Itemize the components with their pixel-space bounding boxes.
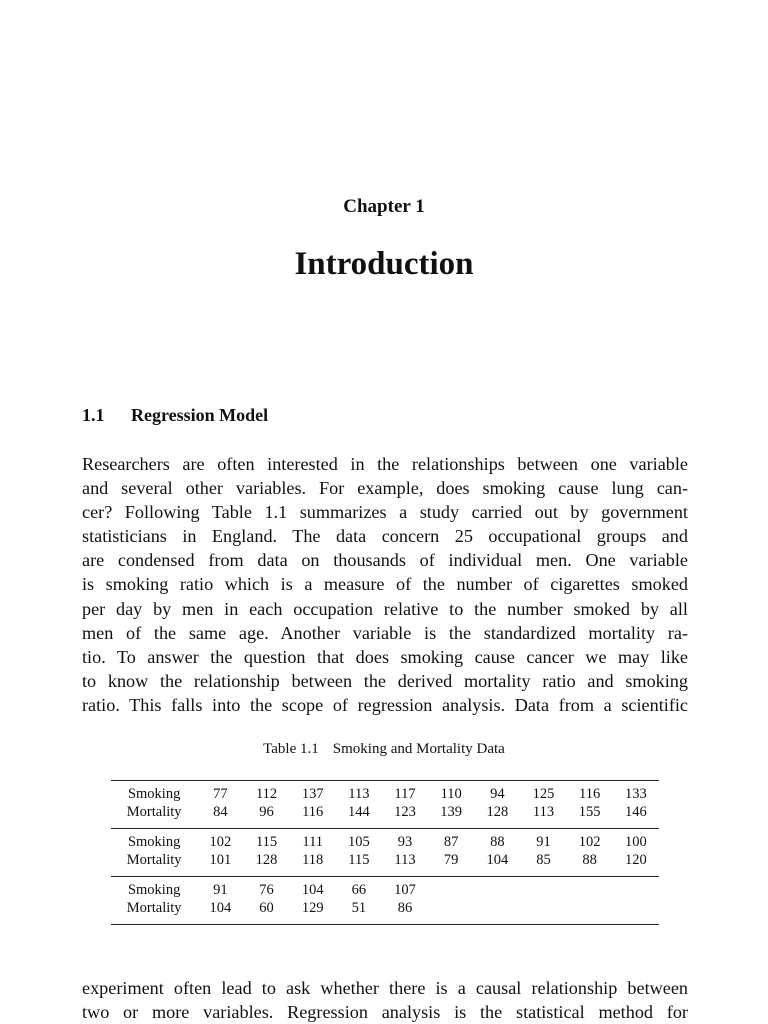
row-label: Mortality [126, 852, 182, 868]
text-line: statisticians in England. The data concern 25 occupational groups and [82, 526, 688, 547]
table-caption-title: Smoking and Mortality Data [332, 741, 505, 757]
table-cell: 79 [443, 852, 459, 868]
row-label: Smoking [127, 834, 181, 850]
table-cell: 144 [347, 804, 370, 820]
table-cell: 133 [624, 786, 647, 802]
table-cell: 101 [209, 852, 232, 868]
table-cell: 104 [486, 852, 509, 868]
row-label: Mortality [126, 804, 182, 820]
table-caption-label: Table 1.1 [263, 741, 319, 757]
text-line: cer? Following Table 1.1 summarizes a study carried out by government [82, 502, 688, 523]
table-cell [474, 899, 520, 925]
table-caption [0, 741, 768, 758]
table-cell: 88 [582, 852, 597, 868]
table-cell [428, 899, 474, 925]
table-cell: 128 [486, 804, 509, 820]
table-cell [567, 899, 613, 925]
table-row-mortality [111, 851, 659, 877]
table-cell [520, 877, 566, 900]
table-cell: 96 [259, 804, 274, 820]
table-cell: 116 [302, 804, 324, 820]
table-cell: 85 [536, 852, 551, 868]
table-cell: 60 [259, 900, 274, 916]
table-cell: 111 [302, 834, 324, 850]
table-group [111, 829, 659, 877]
smoking-mortality-table [111, 780, 659, 925]
text-line: two or more variables. Regression analysis is the statistical method for [82, 1002, 688, 1023]
table-cell: 51 [351, 900, 367, 916]
table-cell [474, 877, 520, 900]
table-cell: 118 [302, 852, 324, 868]
text-line: to know the relationship between the derived mortality ratio and smoking [82, 670, 688, 691]
table-cell: 84 [213, 804, 228, 820]
table-cell: 105 [347, 834, 370, 850]
table-cell: 100 [624, 834, 647, 850]
table-cell: 117 [394, 786, 416, 802]
table-cell: 104 [209, 900, 232, 916]
text-line: is smoking ratio which is a measure of the number of cigarettes smoked [82, 574, 688, 595]
row-label: Smoking [127, 882, 181, 898]
body-paragraph [82, 452, 688, 717]
table-cell: 129 [301, 900, 324, 916]
table-group [111, 877, 659, 925]
chapter-label: Chapter 1 [343, 196, 425, 217]
table-cell: 113 [394, 852, 416, 868]
table-cell: 110 [440, 786, 462, 802]
table-cell: 139 [440, 804, 463, 820]
row-label: Smoking [127, 786, 181, 802]
section-title: Regression Model [131, 405, 269, 425]
table-row-mortality [111, 803, 659, 829]
table-cell: 86 [397, 900, 413, 916]
text-line: and several other variables. For example, does smoking cause lung can- [82, 478, 688, 499]
table-row-smoking [111, 781, 659, 804]
table-cell: 137 [301, 786, 324, 802]
chapter-title: Introduction [294, 246, 474, 282]
text-line: tio. To answer the question that does smoking cause cancer we may like [82, 646, 688, 667]
table-row-smoking [111, 877, 659, 900]
table-cell [520, 899, 566, 925]
table-cell: 93 [397, 834, 413, 850]
table-cell: 128 [255, 852, 278, 868]
table-cell: 123 [394, 804, 416, 820]
table-cell: 125 [532, 786, 555, 802]
table-cell: 91 [213, 882, 228, 898]
section-number: 1.1 [82, 405, 105, 425]
table-cell: 87 [443, 834, 459, 850]
table-cell: 112 [255, 786, 278, 802]
table-cell: 76 [259, 882, 274, 898]
table-row-smoking [111, 829, 659, 852]
table-cell: 155 [578, 804, 601, 820]
table-cell: 77 [213, 786, 228, 802]
text-line: men of the same age. Another variable is the standardized mortality ra- [82, 622, 688, 643]
table-cell: 104 [301, 882, 324, 898]
text-line: experiment often lead to ask whether there is a causal relationship between [82, 978, 688, 998]
text-line: Researchers are often interested in the relationships between one variable [82, 454, 688, 474]
table-cell [428, 877, 474, 900]
table-cell: 113 [348, 786, 370, 802]
row-label: Mortality [126, 900, 182, 916]
table-cell: 146 [624, 804, 647, 820]
table-row-mortality [111, 899, 659, 925]
table-group [111, 781, 659, 829]
table-cell: 94 [490, 786, 505, 802]
table-cell [613, 877, 659, 900]
text-line: ratio. This falls into the scope of regression analysis. Data from a scientific [82, 694, 688, 715]
table-cell: 115 [255, 834, 278, 850]
table-cell [567, 877, 613, 900]
table-cell: 66 [351, 882, 367, 898]
table-cell: 102 [578, 834, 601, 850]
table-cell: 113 [532, 804, 555, 820]
table-cell: 115 [348, 852, 370, 868]
text-line: are condensed from data on thousands of individual men. One variable [82, 550, 688, 571]
table-cell: 102 [209, 834, 232, 850]
table-cell: 120 [624, 852, 647, 868]
body-paragraph [82, 976, 688, 1024]
table-cell: 91 [536, 834, 551, 850]
table-cell: 116 [579, 786, 601, 802]
table-cell: 88 [490, 834, 505, 850]
table-cell [613, 899, 659, 925]
text-line: per day by men in each occupation relative to the number smoked by all [82, 598, 688, 619]
table-cell: 107 [394, 882, 416, 898]
section-heading [82, 405, 268, 426]
